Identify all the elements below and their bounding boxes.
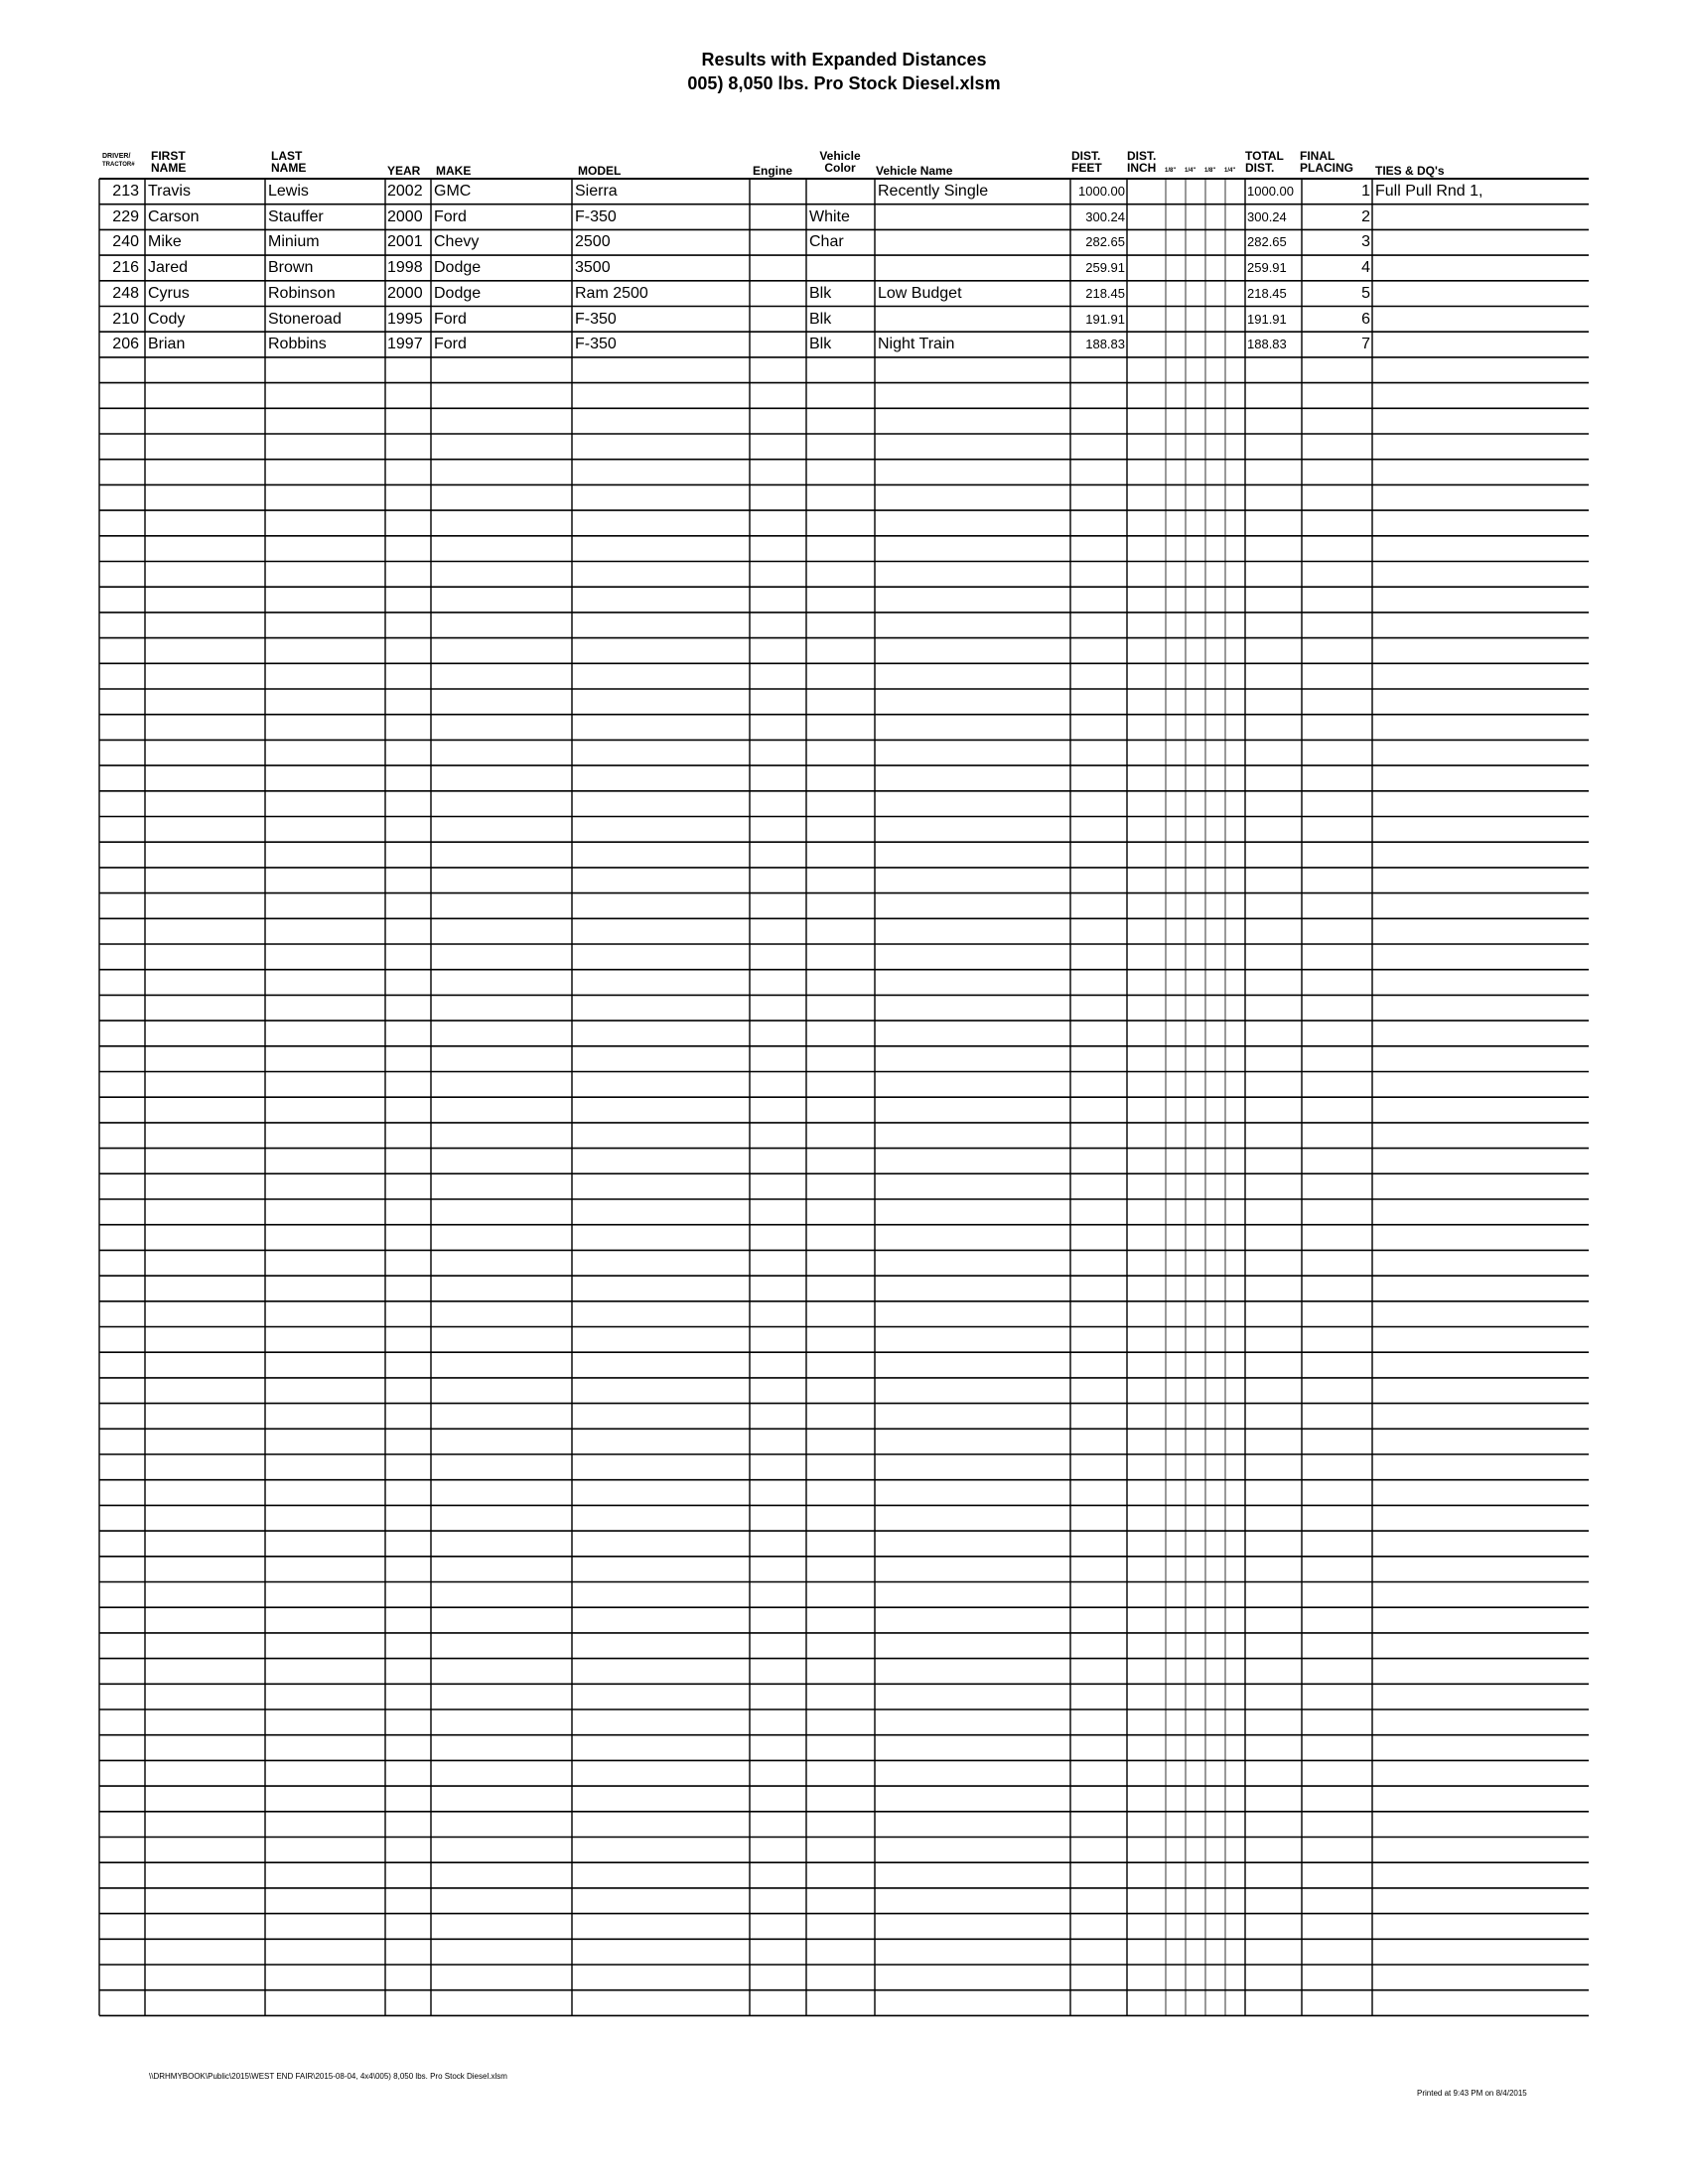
cell-place: 5 bbox=[1361, 284, 1370, 302]
header-engine: Engine bbox=[753, 164, 793, 178]
cell-total: 282.65 bbox=[1247, 234, 1287, 250]
header-final-line1: FINAL bbox=[1300, 149, 1336, 163]
cell-place: 2 bbox=[1361, 207, 1370, 225]
cell-make: Ford bbox=[434, 310, 467, 328]
report-title: Results with Expanded Distances bbox=[701, 50, 987, 69]
header-feet-line1: DIST. bbox=[1071, 149, 1101, 163]
cell-year: 1995 bbox=[387, 310, 423, 328]
header-final-placing bbox=[1300, 150, 1353, 174]
cell-color: Blk bbox=[809, 310, 832, 328]
header-driver-line2: TRACTOR# bbox=[102, 162, 135, 168]
cell-model: F-350 bbox=[575, 336, 617, 353]
cell-make: GMC bbox=[434, 183, 472, 200]
header-total-dist bbox=[1245, 150, 1284, 174]
cell-vname: Low Budget bbox=[878, 284, 962, 302]
cell-feet: 259.91 bbox=[1085, 260, 1125, 276]
cell-total: 188.83 bbox=[1247, 337, 1287, 352]
cell-year: 1997 bbox=[387, 336, 423, 353]
printed-timestamp: Printed at 9:43 PM on 8/4/2015 bbox=[1417, 2089, 1527, 2098]
cell-make: Ford bbox=[434, 336, 467, 353]
cell-vname: Recently Single bbox=[878, 183, 989, 200]
header-vehicle-color bbox=[806, 150, 874, 174]
cell-first: Jared bbox=[148, 259, 189, 277]
header-driver-line1: DRIVER/ bbox=[102, 153, 131, 160]
cell-last: Stauffer bbox=[268, 207, 324, 225]
header-first-line1: FIRST bbox=[151, 149, 186, 163]
cell-model: F-350 bbox=[575, 310, 617, 328]
cell-year: 2000 bbox=[387, 207, 423, 225]
header-dist-feet bbox=[1071, 150, 1102, 174]
header-ties-dqs: TIES & DQ's bbox=[1375, 164, 1445, 178]
cell-first: Mike bbox=[148, 233, 182, 251]
header-last-line1: LAST bbox=[271, 149, 303, 163]
cell-model: Sierra bbox=[575, 183, 618, 200]
cell-num: 213 bbox=[112, 183, 139, 200]
header-vehicle-name: Vehicle Name bbox=[876, 164, 953, 178]
cell-color: Char bbox=[809, 233, 844, 251]
header-frac-4: 1/4" bbox=[1224, 168, 1236, 174]
cell-color: Blk bbox=[809, 284, 832, 302]
cell-total: 1000.00 bbox=[1247, 184, 1294, 199]
cell-vname: Night Train bbox=[878, 336, 955, 353]
header-last-name bbox=[271, 150, 306, 174]
cell-num: 248 bbox=[112, 284, 139, 302]
header-first-line2: NAME bbox=[151, 161, 187, 175]
cell-last: Stoneroad bbox=[268, 310, 342, 328]
header-final-line2: PLACING bbox=[1300, 161, 1353, 175]
cell-num: 206 bbox=[112, 336, 139, 353]
page-title bbox=[0, 48, 1688, 95]
header-make: MAKE bbox=[436, 164, 472, 178]
cell-num: 216 bbox=[112, 259, 139, 277]
cell-model: 2500 bbox=[575, 233, 611, 251]
header-year: YEAR bbox=[387, 164, 421, 178]
cell-place: 4 bbox=[1361, 259, 1370, 277]
header-frac-2: 1/4" bbox=[1185, 168, 1196, 174]
header-frac-3: 1/8" bbox=[1204, 168, 1216, 174]
cell-model: Ram 2500 bbox=[575, 284, 648, 302]
cell-feet: 188.83 bbox=[1085, 337, 1125, 352]
cell-year: 2000 bbox=[387, 284, 423, 302]
cell-place: 7 bbox=[1361, 336, 1370, 353]
cell-place: 6 bbox=[1361, 310, 1370, 328]
cell-num: 229 bbox=[112, 207, 139, 225]
cell-model: 3500 bbox=[575, 259, 611, 277]
header-dist-inch bbox=[1127, 150, 1156, 174]
header-total-line2: DIST. bbox=[1245, 161, 1275, 175]
cell-last: Minium bbox=[268, 233, 320, 251]
cell-first: Cody bbox=[148, 310, 186, 328]
header-total-line1: TOTAL bbox=[1245, 149, 1284, 163]
cell-total: 300.24 bbox=[1247, 208, 1287, 224]
header-last-line2: NAME bbox=[271, 161, 307, 175]
cell-place: 3 bbox=[1361, 233, 1370, 251]
cell-total: 259.91 bbox=[1247, 260, 1287, 276]
cell-first: Travis bbox=[148, 183, 191, 200]
cell-last: Lewis bbox=[268, 183, 309, 200]
cell-place: 1 bbox=[1361, 183, 1370, 200]
header-inch-line1: DIST. bbox=[1127, 149, 1157, 163]
cell-make: Ford bbox=[434, 207, 467, 225]
cell-ties: Full Pull Rnd 1, bbox=[1375, 183, 1483, 200]
cell-feet: 282.65 bbox=[1085, 234, 1125, 250]
cell-feet: 300.24 bbox=[1085, 208, 1125, 224]
cell-num: 210 bbox=[112, 310, 139, 328]
cell-make: Chevy bbox=[434, 233, 480, 251]
cell-total: 191.91 bbox=[1247, 311, 1287, 327]
header-first-name bbox=[151, 150, 186, 174]
file-path: \\DRHMYBOOK\Public\2015\WEST END FAIR\2015-08-04, 4x4\005) 8,050 lbs. Pro Stock Diesel.xlsm bbox=[149, 2072, 507, 2081]
header-color-line2: Color bbox=[824, 161, 856, 175]
cell-feet: 1000.00 bbox=[1078, 184, 1125, 199]
header-feet-line2: FEET bbox=[1071, 161, 1102, 175]
header-driver bbox=[102, 153, 135, 169]
cell-year: 1998 bbox=[387, 259, 423, 277]
cell-last: Brown bbox=[268, 259, 314, 277]
cell-color: Blk bbox=[809, 336, 832, 353]
cell-color: White bbox=[809, 207, 850, 225]
cell-year: 2002 bbox=[387, 183, 423, 200]
header-color-line1: Vehicle bbox=[819, 149, 861, 163]
cell-year: 2001 bbox=[387, 233, 423, 251]
cell-make: Dodge bbox=[434, 284, 482, 302]
cell-make: Dodge bbox=[434, 259, 482, 277]
cell-num: 240 bbox=[112, 233, 139, 251]
header-inch-line2: INCH bbox=[1127, 161, 1157, 175]
cell-model: F-350 bbox=[575, 207, 617, 225]
cell-first: Brian bbox=[148, 336, 186, 353]
cell-first: Carson bbox=[148, 207, 200, 225]
header-model: MODEL bbox=[578, 164, 622, 178]
header-frac-1: 1/8" bbox=[1165, 168, 1177, 174]
cell-total: 218.45 bbox=[1247, 285, 1287, 301]
cell-first: Cyrus bbox=[148, 284, 190, 302]
cell-last: Robbins bbox=[268, 336, 327, 353]
class-file-title: 005) 8,050 lbs. Pro Stock Diesel.xlsm bbox=[687, 73, 1001, 93]
cell-last: Robinson bbox=[268, 284, 336, 302]
cell-feet: 191.91 bbox=[1085, 311, 1125, 327]
cell-feet: 218.45 bbox=[1085, 285, 1125, 301]
